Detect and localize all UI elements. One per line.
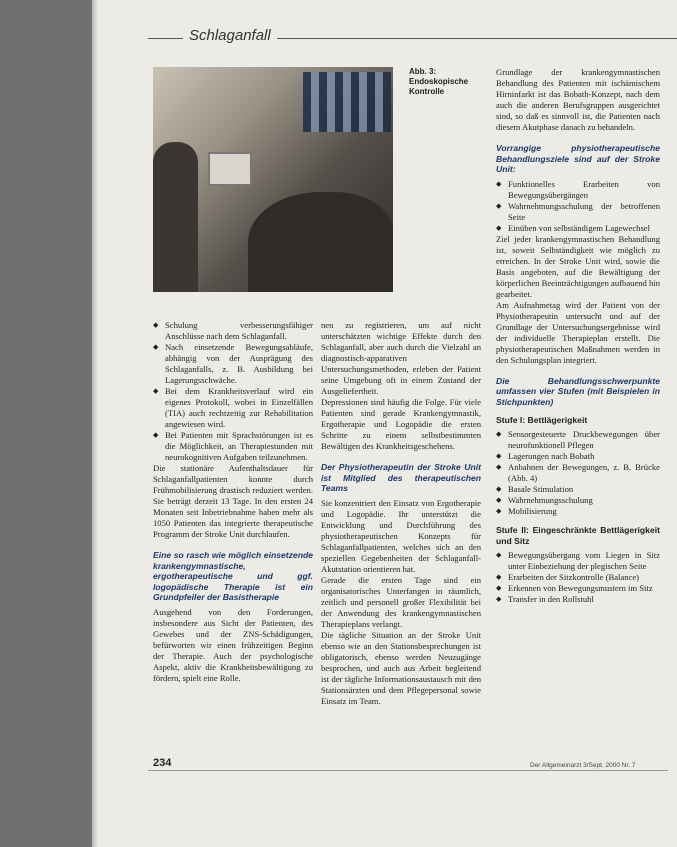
list-item: ◆ Erkennen von Bewegungsmustern im Sitz <box>496 583 660 594</box>
body-paragraph: nen zu registrieren, um auf nicht unterschätzten wichtige Effekte durch den Schlaganfall, aber auch durch die Vielzahl an diagnostisch-apparativen Untersuchungsmethoden, erleben der Patient seine Umgebung oft in einem Zustand der Ausgeliefertheit. <box>321 320 481 396</box>
goal-bullets <box>496 179 660 234</box>
physician-figure <box>153 142 198 292</box>
journal-footer: Der Allgemeinarzt 3/Sept. 2000 Nr. 7 <box>530 762 636 769</box>
stage-heading: Stufe I: Bettlägerigkeit <box>496 415 588 425</box>
monitor-screen <box>208 152 252 186</box>
patient-figure <box>248 192 393 292</box>
list-item: ◆ Mobilisierung <box>496 506 660 517</box>
body-paragraph: Ausgehend von den Forderungen, insbesondere aus Sicht der Patienten, des Gewebes und der ZNS-Schädigungen, befürworten wir einen frühzeitigen Beginn der Therapie. Auch der psychologische Aspekt, aktiv die Krankheitsbewältigung zu fördern, spielt eine Rolle. <box>153 606 313 683</box>
body-paragraph: Die stationäre Aufenthaltsdauer für Schlaganfallpatienten konnte durch Frühmobilisierung drastisch reduziert werden. Sie beträgt derzeit 13 Tage. In den ersten 24 Monaten seit Inbetriebnahme haben mehr als 1050 Patienten das integrierte therapeutische Programm der Stroke Unit durchlaufen. <box>153 463 313 539</box>
clinical-photo <box>153 67 393 292</box>
left-bullets <box>153 320 313 463</box>
footer-rule <box>148 770 668 771</box>
list-item: ◆ Basale Stimulation <box>496 484 660 495</box>
list-item: ◆ Bewegungsübergang vom Liegen in Sitz unter Einbeziehung der plegischen Seite <box>496 550 660 572</box>
stage2-bullets <box>496 550 660 605</box>
stage-heading: Stufe II: Eingeschränkte Bettlägerigkeit und Sitz <box>496 525 660 546</box>
list-item: ◆ Sensorgesteuerte Druckbewegungen über neurofunktionell Pflegen <box>496 429 660 451</box>
left-column <box>153 320 313 684</box>
section-subhead: Eine so rasch wie möglich einsetzende krankengymnastische, ergotherapeutische und ggf. logopädische Therapie ist ein Grundpfeiler der Basistherapie <box>153 550 313 602</box>
body-paragraph: Gerade die ersten Tage sind ein organisatorisches Unterfangen in räumlich, zeitlich und personell großer Flexibilität bei der Anwendung des krankengymnastischen Therapieplans verlangt. <box>321 574 481 629</box>
stage1-bullets <box>496 429 660 517</box>
list-item: ◆ Wahrnehmungsschulung <box>496 495 660 506</box>
body-paragraph: Ziel jeder krankengymnastischen Behandlung ist, soweit Selbständigkeit wie möglich zu erreichen. In der Stroke Unit wird, sowie die Basis angeboten, auf die Bewältigung der körperlichen Beeinträchtigungen aufbauend hin gearbeitet. <box>496 233 660 299</box>
body-paragraph: Am Aufnahmetag wird der Patient von der Physiotherapeutin untersucht und auf der Grundlage der Untersuchungsergebnisse wird der individuelle Therapieplan erstellt. Die physiotherapeutischen Maßnahmen werden in den Schulungsplan integriert. <box>496 299 660 365</box>
list-item: ◆ Bei Patienten mit Sprachstörungen ist es die Möglichkeit, an Therapiestunden mit neurokognitiven Aufgaben teilzunehmen. <box>153 430 313 463</box>
list-item: ◆ Transfer in den Rollstuhl <box>496 594 660 605</box>
section-subhead: Der Physiotherapeutin der Stroke Unit ist Mitglied des therapeutischen Teams <box>321 462 481 493</box>
xray-panel <box>303 72 391 132</box>
list-item: ◆ Funktionelles Erarbeiten von Bewegungsübergängen <box>496 179 660 201</box>
section-subhead: Vorrangige physiotherapeutische Behandlungsziele sind auf der Stroke Unit: <box>496 143 660 174</box>
list-item: ◆ Anbahnen der Bewegungen, z. B. Brücke (Abb. 4) <box>496 462 660 484</box>
right-column <box>496 67 660 605</box>
list-item: ◆ Lagerungen nach Bobath <box>496 451 660 462</box>
page-number: 234 <box>153 757 172 769</box>
figure-caption: Abb. 3: Endoskopische Kontrolle <box>409 67 469 96</box>
list-item: ◆ Nach einsetzende Bewegungsabläufe, abhängig von der Ausprägung des Schlaganfalls, z. B. Ausbildung bei Lagerungsschwäche. <box>153 342 313 386</box>
list-item: ◆ Erarbeiten der Sitzkontrolle (Balance) <box>496 572 660 583</box>
body-paragraph: Grundlage der krankengymnastischen Behandlung des Patienten mit ischämischem Hirninfarkt ist das Bobath-Konzept, nach dem auch die anderen Berufsgruppen ausgerichtet sind, so daß es sinnvoll ist, die Patienten nach diesem Akutphase danach zu behandeln. <box>496 67 660 132</box>
list-item: ◆ Bei dem Krankheitsverlauf wird ein eigenes Protokoll, wobei in Einzelfällen (TIA) auch rechtzeitig zur Rehabilitation angewiesen wird. <box>153 386 313 430</box>
body-paragraph: Depressionen sind häufig die Folge. Für viele Patienten sind gerade Krankengymnastik, Ergotherapie und Logopädie die ersten Schritte zu einem selbstbestimmten Bewältigen des Krankheitsgeschehens. <box>321 397 481 451</box>
body-paragraph: Sie konzentriert den Einsatz von Ergotherapie und Logopädie. Ihr unterstützt die Entwicklung und Durchführung des physiotherapeutischen Konzepts für Schlaganfallpatienten, welches sich an den speziellen Gegebenheiten der Schlaganfall-Akutstation orientieren hat. <box>321 497 481 574</box>
list-item: ◆ Wahrnehmungsschulung der betroffenen Seite <box>496 201 660 223</box>
section-subhead: Die Behandlungsschwerpunkte umfassen vier Stufen (mit Beispielen in Stichpunkten) <box>496 375 660 407</box>
body-paragraph: Die tägliche Situation an der Stroke Unit ebenso wie an den Stationsbesprechungen ist obligatorisch, ebenso werden Neuzugänge besprochen, und auch aus Arbeit begleitend ist der tägliche Informationsaustausch mit den Stationsärzten und dem Pflegepersonal sowie Einsatz im Team. <box>321 629 481 706</box>
list-item: ◆ Einüben von selbständigem Lagewechsel <box>496 223 660 234</box>
list-item: ◆ Schulung verbesserungsfähiger Anschlüsse nach dem Schlaganfall. <box>153 320 313 342</box>
running-header: Schlaganfall <box>183 27 277 44</box>
middle-column <box>321 320 481 707</box>
